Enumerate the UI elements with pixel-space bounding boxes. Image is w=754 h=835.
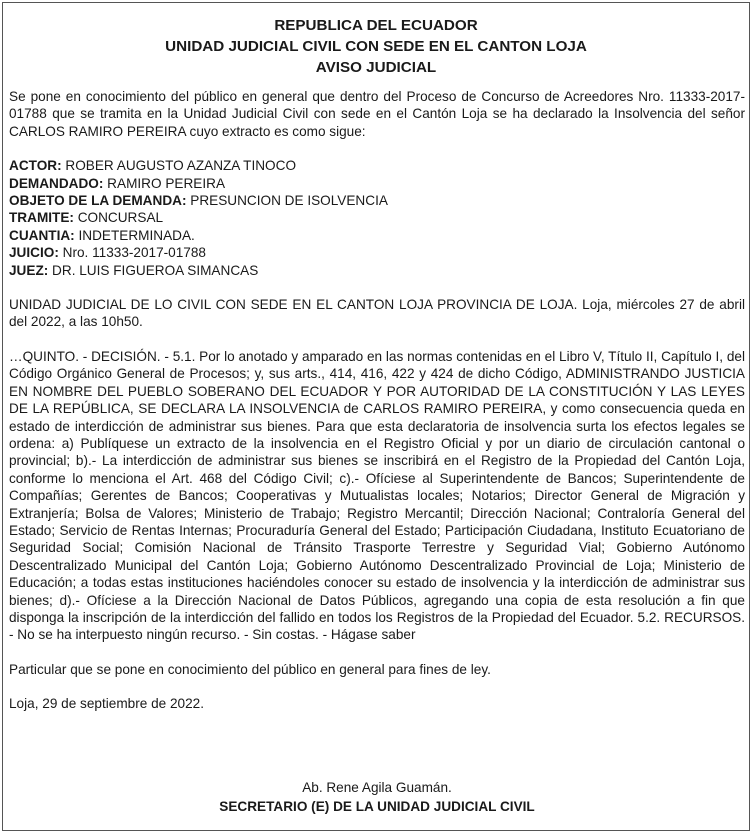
field-label: DEMANDADO: [9,175,104,191]
date-line: Loja, 29 de septiembre de 2022. [9,696,204,712]
notice-header [3,15,749,78]
case-fields [9,157,745,279]
header-court: UNIDAD JUDICIAL CIVIL CON SEDE EN EL CANTON LOJA [165,38,587,55]
field-cuantia [9,227,745,244]
field-value: INDETERMINADA. [74,227,195,243]
intro-paragraph: Se pone en conocimiento del público en general que dentro del Proceso de Concurso de Acreedores Nro. 11333-2017-01788 que se tramita en la Unidad Judicial Civil con sede en el Cantón Loja se ha declarado la Insolvencia del señor CARLOS RAMIRO PEREIRA cuyo extracto es como sigue: [9,89,745,139]
field-value: Nro. 11333-2017-01788 [58,245,206,261]
field-juez [9,262,745,279]
field-demandado [9,175,745,192]
header-notice-type: AVISO JUDICIAL [315,59,437,76]
field-objeto [9,192,745,209]
field-juicio [9,244,745,261]
field-tramite [9,209,745,226]
field-label: OBJETO DE LA DEMANDA: [9,193,187,209]
court-paragraph: UNIDAD JUDICIAL DE LO CIVIL CON SEDE EN EL CANTON LOJA PROVINCIA DE LOJA. Loja, miércoles 27 de abril del 2022, a las 10h50. [9,297,745,330]
field-label: ACTOR: [9,158,62,174]
notice-body [9,88,745,713]
field-value: RAMIRO PEREIRA [103,175,226,191]
field-label: JUEZ: [9,262,49,278]
signature-name: Ab. Rene Agila Guamán. [302,780,452,795]
field-label: TRAMITE: [9,210,74,226]
field-value: PRESUNCION DE ISOLVENCIA [186,193,388,209]
signature-block [0,778,754,816]
header-country: REPUBLICA DEL ECUADOR [274,17,478,34]
signature-title: SECRETARIO (E) DE LA UNIDAD JUDICIAL CIVIL [219,799,535,814]
resolution-paragraph: …QUINTO. - DECISIÓN. - 5.1. Por lo anotado y amparado en las normas contenidas en el Libro V, Título II, Capítulo I, del Código Orgánico General de Procesos; y, sus arts., 414, 416, 422 y 424 de dicho Código, ADMINISTRANDO JUSTICIA EN NOMBRE DEL PUEBLO SOBERANO DEL ECUADOR Y POR AUTORIDAD DE LA CONSTITUCIÓN Y LAS LEYES DE LA REPÚBLICA, SE DECLARA LA INSOLVENCIA de CARLOS RAMIRO PEREIRA, y como consecuencia queda en estado de interdicción de administrar sus bienes. Para que esta declaratoria de insolvencia surta los efectos legales se ordena: a) Publíquese un extracto de la insolvencia en el Registro Oficial y por un diario de circulación cantonal o provincial; b).- La interdicción de administrar sus bienes se inscribirá en el Registro de la Propiedad del Cantón Loja, conforme lo menciona el Art. 468 del Código Civil; c).- Ofíciese al Superintendente de Bancos; Superintendente de Compañías; Gerentes de Bancos; Cooperativas y Mutualistas locales; Notarios; Director General de Migración y Extranjería; Bolsa de Valores; Ministerio de Trabajo; Registro Mercantil; Dirección Nacional; Contraloría General del Estado; Servicio de Rentas Internas; Procuraduría General del Estado; Participación Ciudadana, Instituto Ecuatoriano de Seguridad Social; Comisión Nacional de Tránsito Trasporte Terrestre y Seguridad Vial; Gobierno Autónomo Descentralizado Municipal del Cantón Loja; Gobierno Autónomo Descentralizado Provincial de Loja; Ministerio de Educación; a todas estas instituciones haciéndoles conocer su estado de insolvencia y la interdicción de administrar sus bienes; d).- Ofíciese a la Dirección Nacional de Datos Públicos, agregando una copia de esta resolución a fin que disponga la inscripción de la interdicción del fallido en todos los Registros de la Propiedad del Ecuador. 5.2. RECURSOS. - No se ha interpuesto ningún recurso. - Sin costas. - Hágase saber [9,348,745,643]
field-actor [9,157,745,174]
field-label: JUICIO: [9,245,59,261]
field-value: DR. LUIS FIGUEROA SIMANCAS [48,262,259,278]
field-label: CUANTIA: [9,227,75,243]
closing-paragraph: Particular que se pone en conocimiento del público en general para fines de ley. [9,661,491,677]
field-value: CONCURSAL [73,210,164,226]
field-value: ROBER AUGUSTO AZANZA TINOCO [61,158,297,174]
